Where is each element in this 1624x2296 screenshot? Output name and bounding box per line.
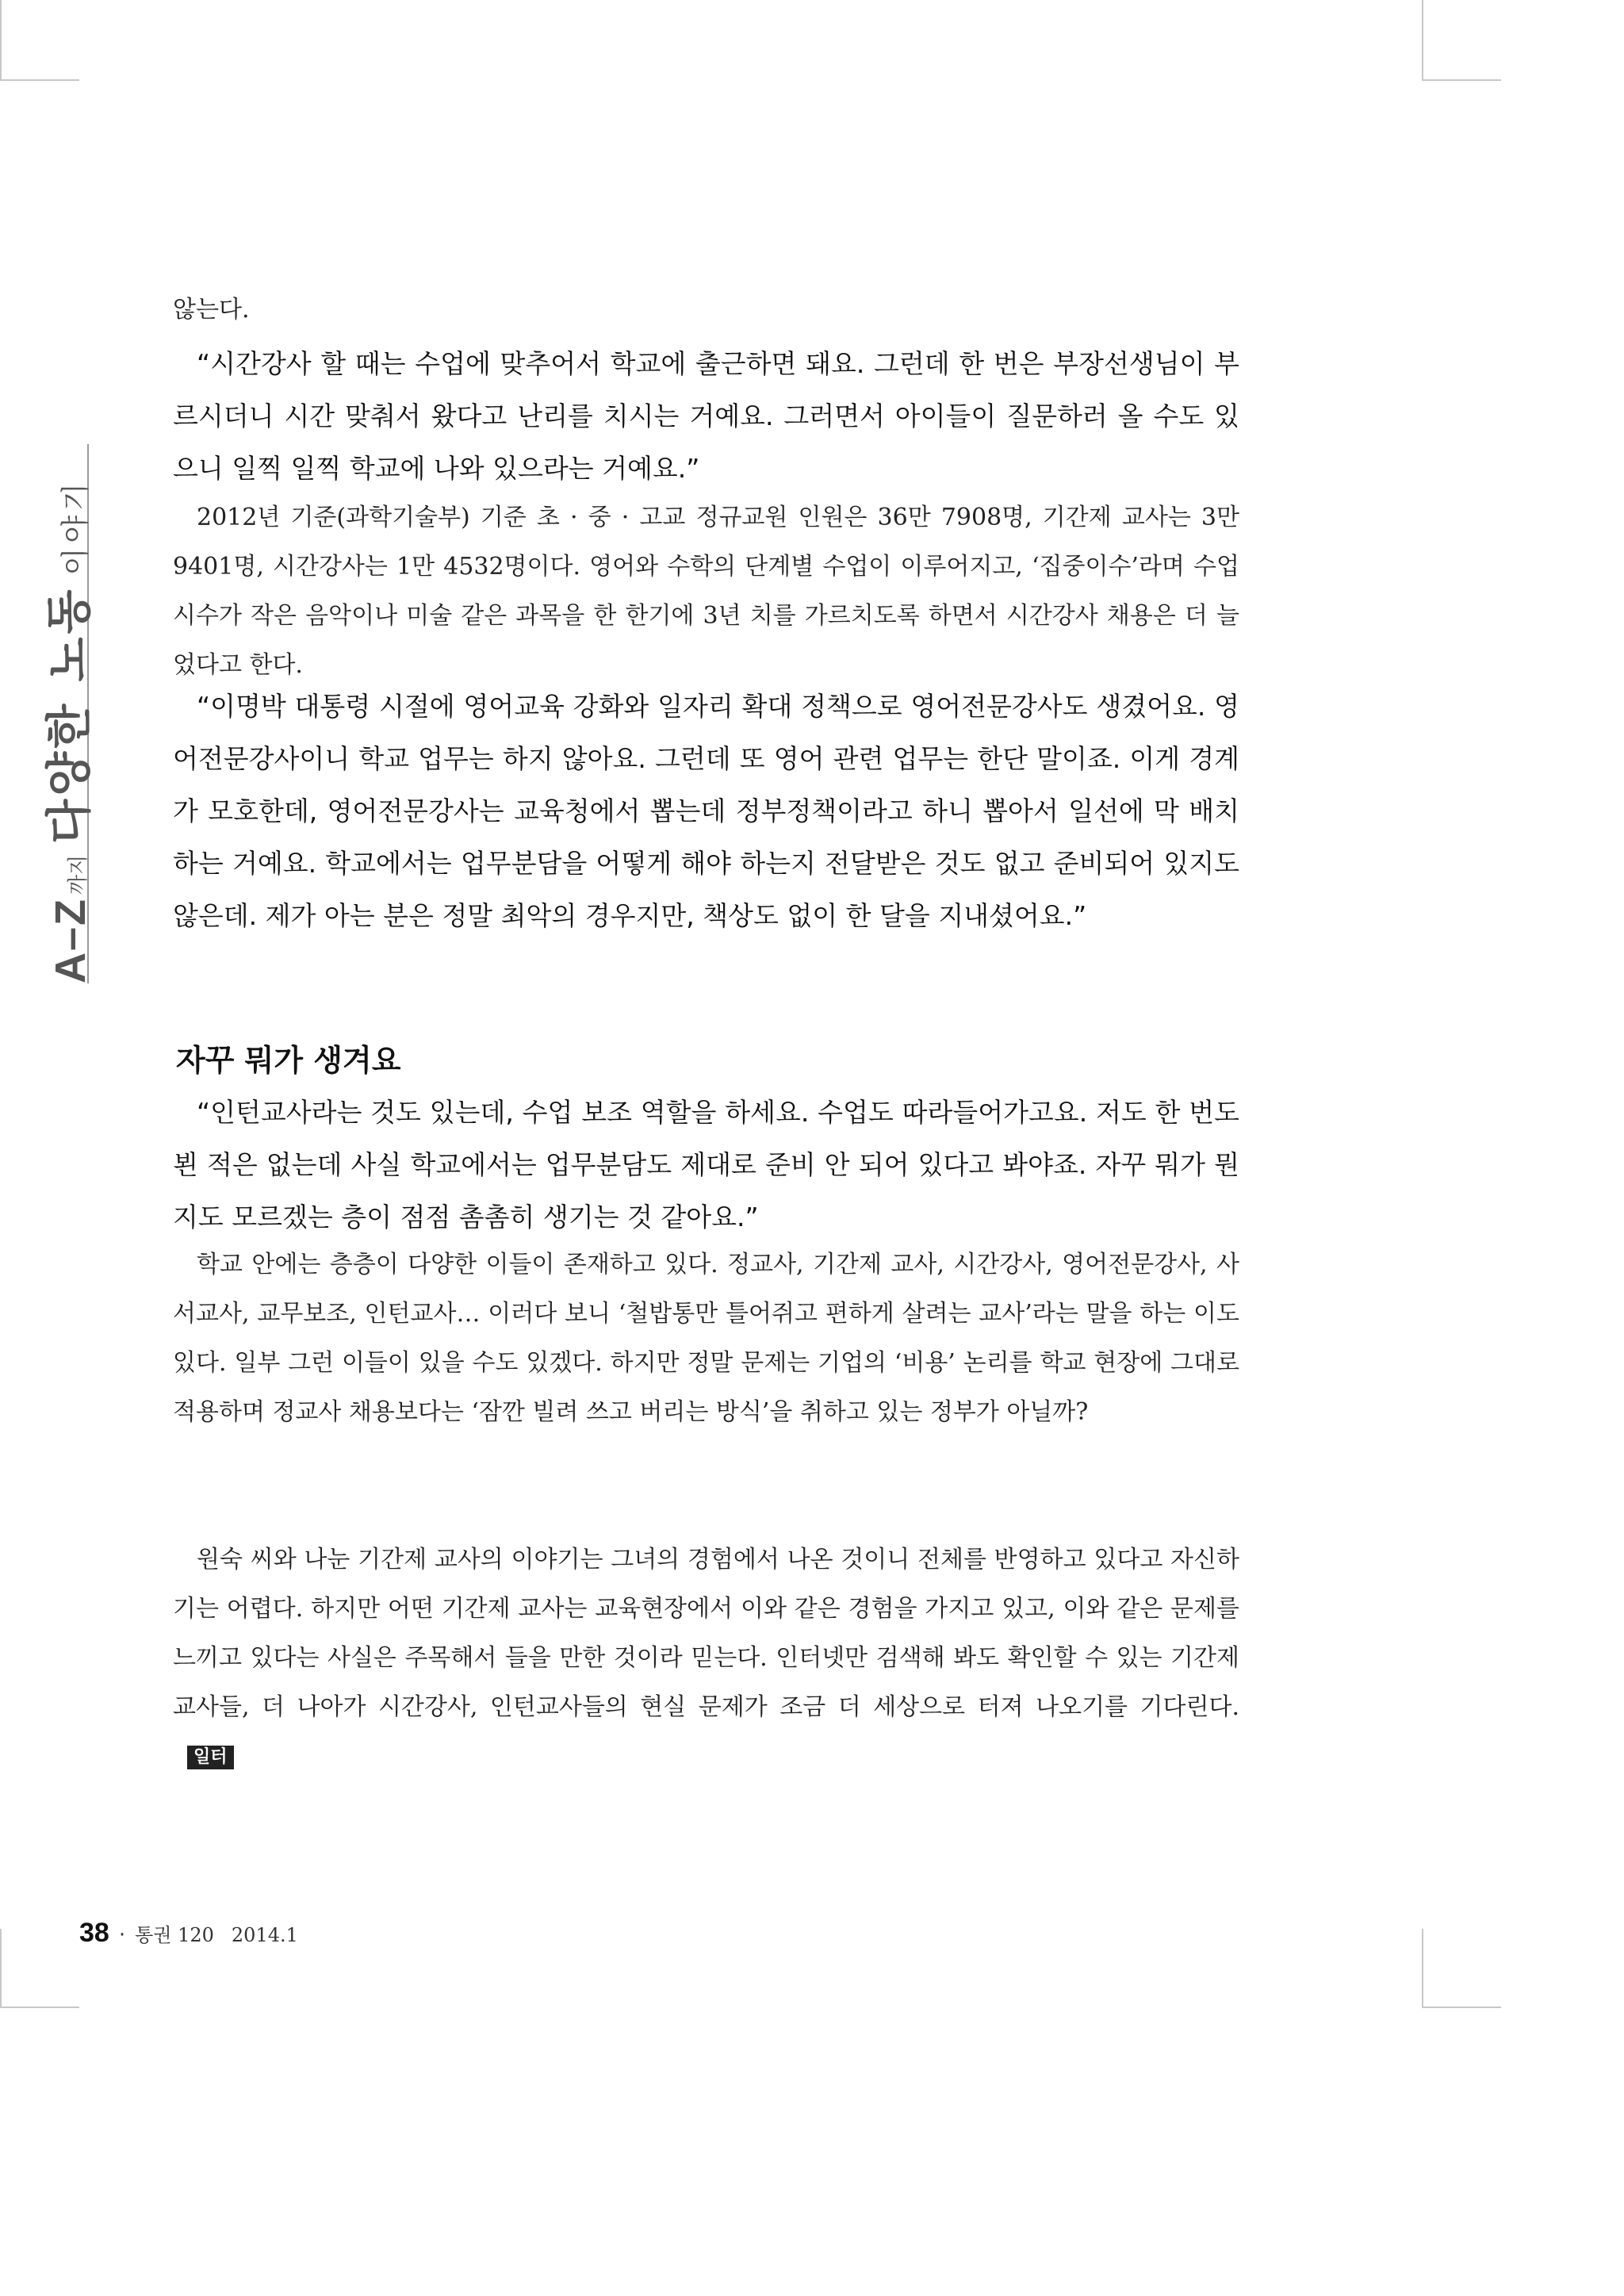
section-title-main: 다양한 노동 [42, 586, 96, 844]
issue-volume: 통권 120 [135, 1924, 214, 1946]
section-title [32, 478, 98, 983]
section-title-kkaji: 까지 [67, 854, 90, 895]
paragraph: 학교 안에는 층층이 다양한 이들이 존재하고 있다. 정교사, 기간제 교사, 시간강사, 영어전문강사, 사서교사, 교무보조, 인턴교사… 이러다 보니 ‘철밥통만 틀어쥐고 편하게 살려는 교사’라는 말을 하는 이도 있다. 일부 그런 이들이 있을 수도 있겠다. 하지만 정말 문제는 기업의 ‘비용’ 논리를 학교 현장에 그대로 적용하며 정교사 채용보다는 ‘잠깐 빌려 쓰고 버리는 방식’을 취하고 있는 정부가 아닐까? [173, 1251, 1239, 1426]
footer-separator: · [118, 1923, 126, 1947]
paragraph: 2012년 기준(과학기술부) 기준 초 · 중 · 고교 정규교원 인원은 36만 7908명, 기간제 교사는 3만 9401명, 시간강사는 1만 4532명이다. 영어와 수학의 단계별 수업이 이루어지고, ‘집중이수’라며 수업시수가 작은 음악이나 미술 같은 과목을 한 한기에 3년 치를 가르치도록 하면서 시간강사 채용은 더 늘었다고 한다. [173, 504, 1239, 679]
crop-mark [1422, 0, 1423, 81]
end-mark-badge: 일터 [187, 1746, 234, 1769]
crop-mark [1422, 1929, 1423, 2008]
section-title-sub: 이야기 [59, 478, 92, 576]
crop-mark [0, 79, 79, 81]
interview-quote: “인턴교사라는 것도 있는데, 수업 보조 역할을 하세요. 수업도 따라들어가고요. 저도 한 번도 뵌 적은 없는데 사실 학교에서는 업무분담도 제대로 준비 안 되어 있다고 봐야죠. 자꾸 뭐가 뭔지도 모르겠는 층이 점점 촘촘히 생기는 것 같아요.” [173, 1097, 1239, 1232]
paragraph [173, 1535, 1239, 1781]
crop-mark [0, 0, 2, 81]
section-title-az: A–Z [47, 897, 94, 983]
page-number: 38 [79, 1918, 109, 1948]
interview-quote: “시간강사 할 때는 수업에 맞추어서 학교에 출근하면 돼요. 그런데 한 번은 부장선생님이 부르시더니 시간 맞춰서 왔다고 난리를 치시는 거예요. 그러면서 아이들이 질문하러 올 수도 있으니 일찍 일찍 학교에 나와 있으라는 거예요.” [173, 348, 1239, 484]
crop-mark [1422, 79, 1501, 81]
crop-mark [0, 2007, 79, 2008]
crop-mark [0, 1929, 2, 2008]
issue-date: 2014.1 [231, 1924, 298, 1946]
closing-paragraph-text: 원숙 씨와 나눈 기간제 교사의 이야기는 그녀의 경험에서 나온 것이니 전체를 반영하고 있다고 자신하기는 어렵다. 하지만 어떤 기간제 교사는 교육현장에서 이와 같은 경험을 가지고 있고, 이와 같은 문제를 느끼고 있다는 사실은 주목해서 들을 만한 것이라 믿는다. 인터넷만 검색해 봐도 확인할 수 있는 기간제 교사들, 더 나아가 시간강사, 인턴교사들의 현실 문제가 조금 더 세상으로 터져 나오기를 기다린다. [173, 1546, 1239, 1721]
section-heading: 자꾸 뭐가 생겨요 [176, 1043, 401, 1078]
interview-quote: “이명박 대통령 시절에 영어교육 강화와 일자리 확대 정책으로 영어전문강사도 생겼어요. 영어전문강사이니 학교 업무는 하지 않아요. 그런데 또 영어 관련 업무는 한단 말이죠. 이게 경계가 모호한데, 영어전문강사는 교육청에서 뽑는데 정부정책이라고 하니 뽑아서 일선에 막 배치하는 거예요. 학교에서는 업무분담을 어떻게 해야 하는지 전달받은 것도 없고 준비되어 있지도 않은데. 제가 아는 분은 정말 최악의 경우지만, 책상도 없이 한 달을 지내셨어요.” [173, 691, 1239, 931]
paragraph: 않는다. [173, 296, 250, 324]
page-footer [79, 1918, 298, 1949]
crop-mark [1422, 2007, 1501, 2008]
